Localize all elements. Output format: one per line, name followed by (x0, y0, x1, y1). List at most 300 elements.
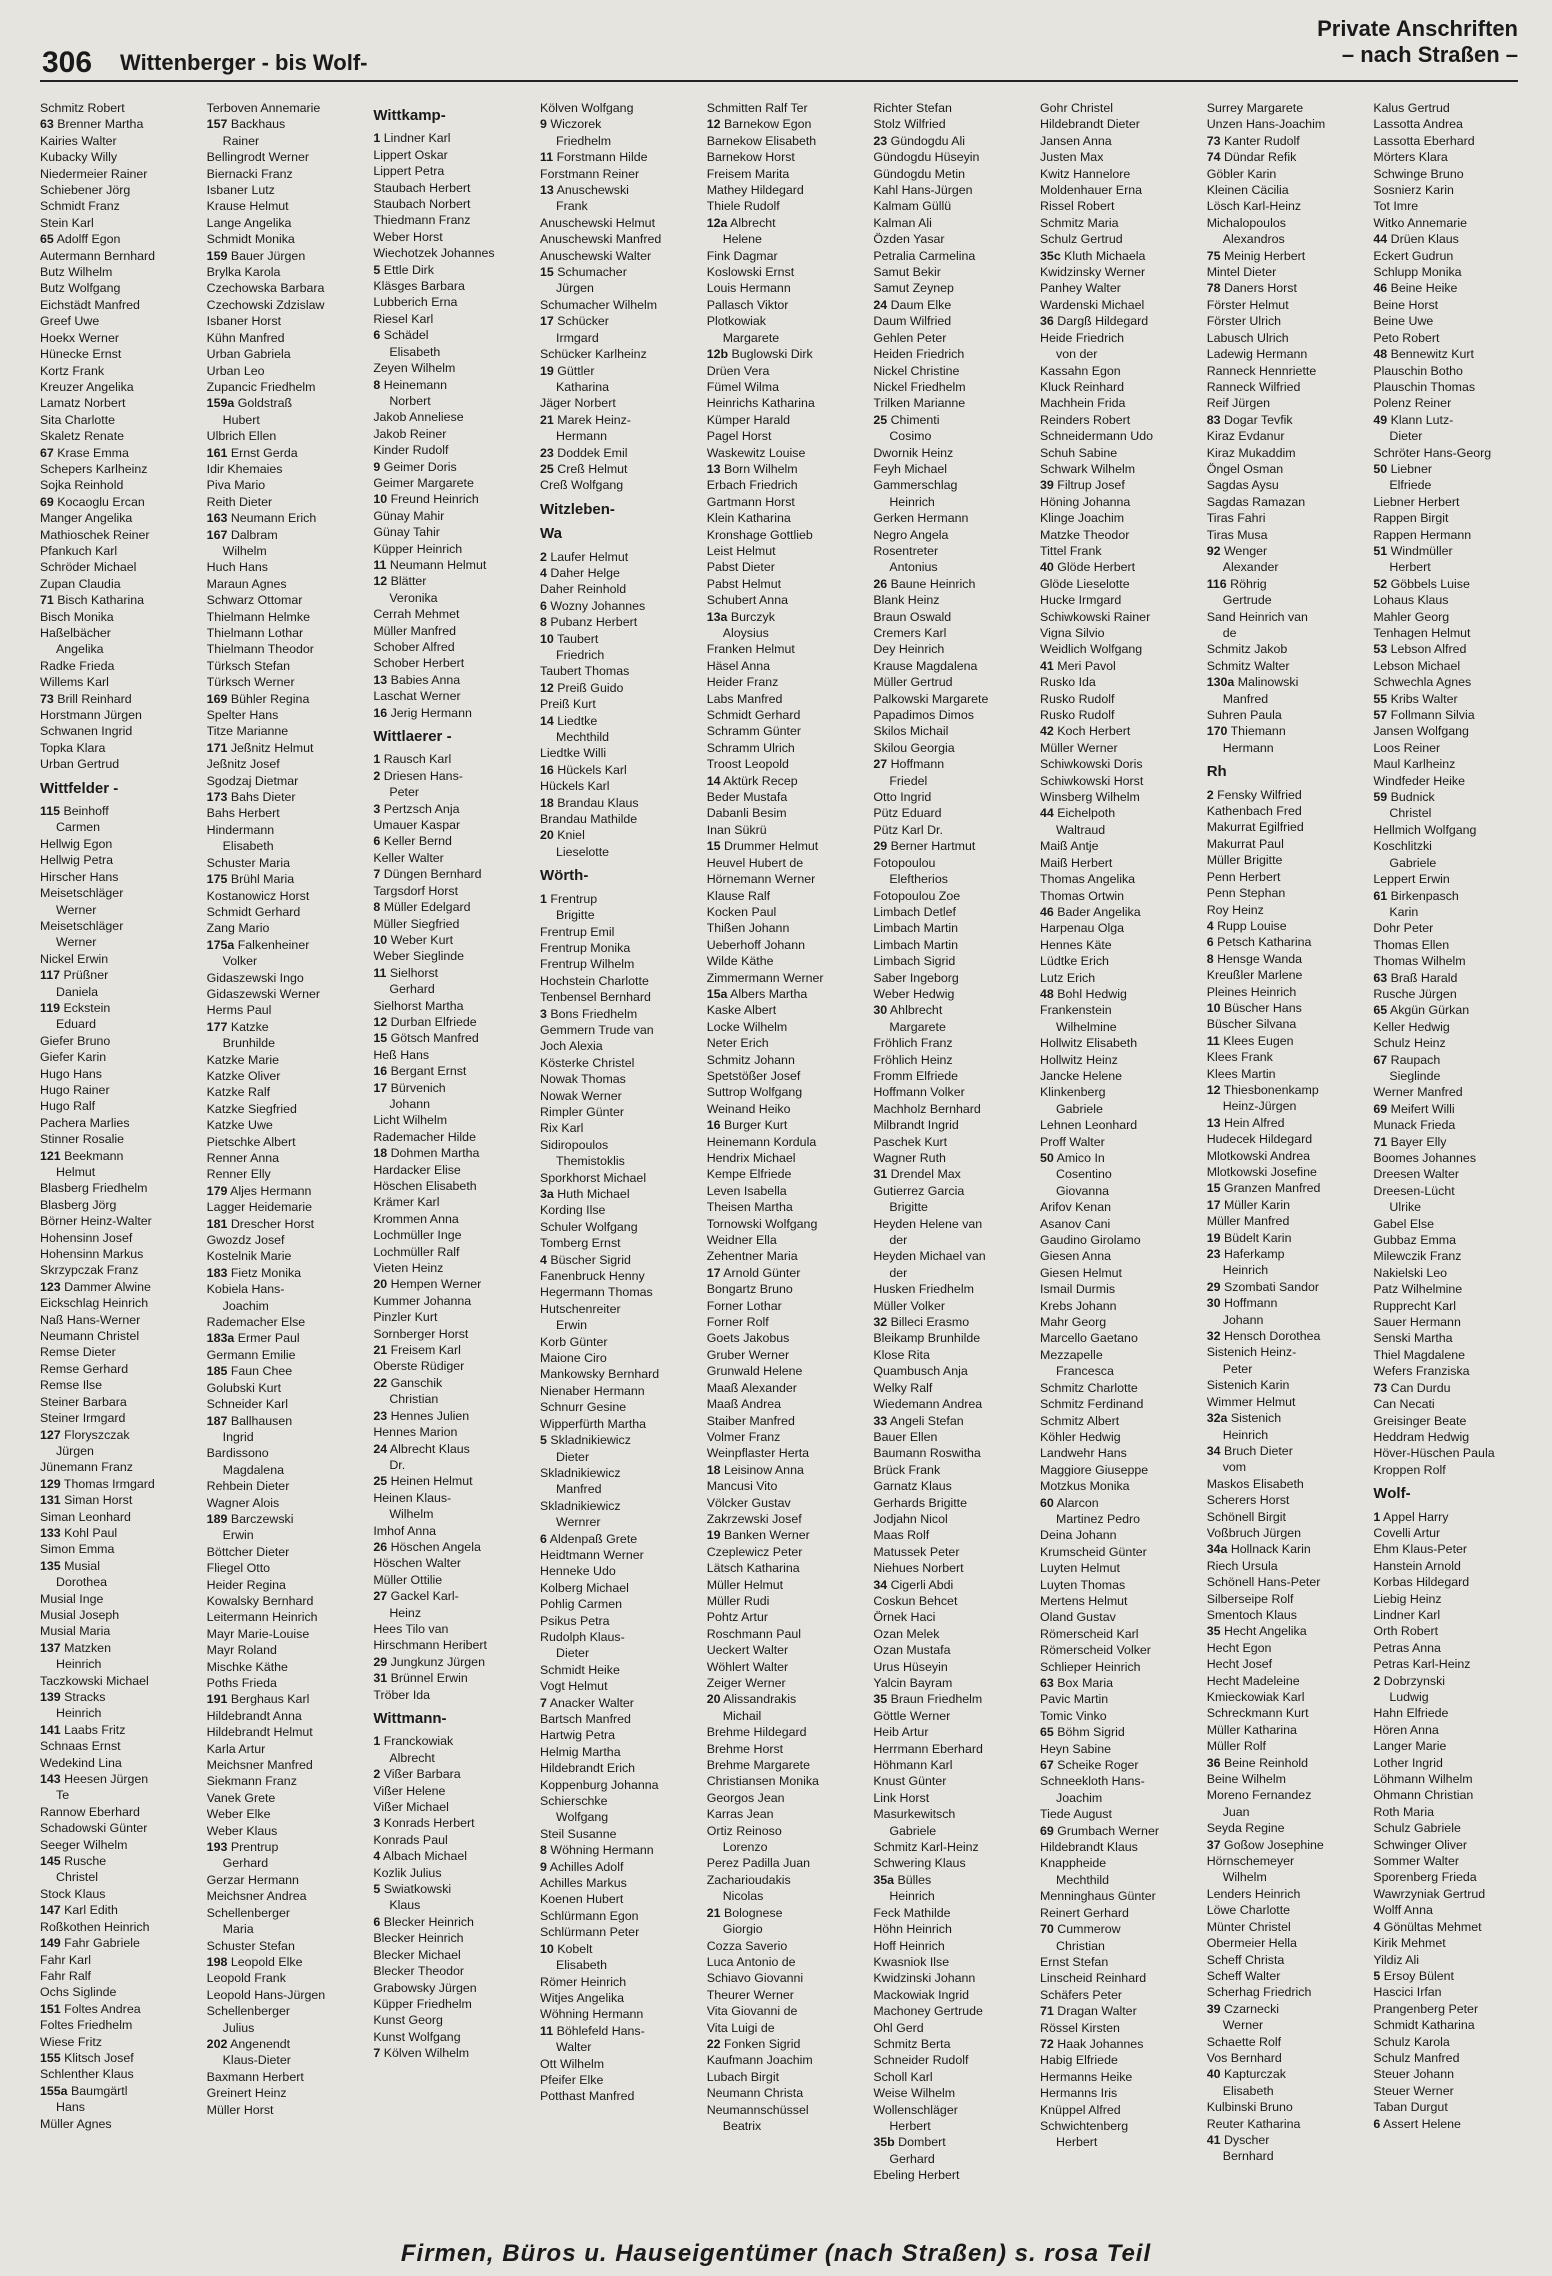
resident-name: Rusche Jürgen (1373, 986, 1457, 1001)
resident-name: Dabanli Besim (706, 806, 787, 821)
resident-name: Brehme Hildegard (706, 1725, 807, 1740)
resident-name: Pabst Dieter (706, 560, 775, 575)
resident-name: Hardacker Elise (373, 1162, 461, 1177)
resident-entry (1040, 904, 1189, 920)
resident-name: Kläsges Barbara (373, 279, 465, 294)
resident-name: Müller Edelgard (383, 900, 471, 915)
resident-entry (540, 1284, 689, 1300)
resident-entry (1207, 1935, 1356, 1951)
resident-entry (373, 801, 522, 817)
resident-entry (1207, 1755, 1356, 1771)
resident-name: Vita Giovanni de (706, 2004, 798, 2019)
house-number: 11 (373, 557, 387, 572)
resident-name: Lange Angelika (206, 215, 292, 230)
resident-entry (1207, 1722, 1356, 1738)
resident-entry (373, 1980, 522, 1996)
resident-name: Haferkamp (1223, 1247, 1285, 1262)
resident-name: Prangenberg Peter (1373, 2001, 1479, 2016)
resident-name: Hildebrandt Klaus (1040, 1840, 1138, 1855)
resident-entry (1373, 1558, 1522, 1574)
resident-entry (207, 1675, 356, 1691)
entry-continuation: Francesca (1056, 1364, 1114, 1379)
resident-entry (540, 1383, 689, 1399)
resident-entry (1207, 1066, 1356, 1082)
house-number: 149 (40, 1936, 61, 1951)
resident-name: Bayer Elly (1390, 1134, 1447, 1149)
house-number: 159a (206, 396, 235, 411)
resident-name: Beinhoff (63, 804, 109, 819)
resident-name: Müller Gertrud (873, 675, 953, 690)
resident-entry (1040, 1626, 1189, 1642)
resident-entry (873, 280, 1022, 296)
resident-name: Schierschke (540, 1794, 608, 1809)
resident-name: Krause Magdalena (873, 658, 978, 673)
resident-name: Preiß Guido (557, 680, 624, 695)
resident-entry (1207, 1656, 1356, 1672)
entry-continuation: Wolfgang (556, 1810, 609, 1825)
resident-entry (873, 1445, 1022, 1461)
resident-name: Münter Christel (1206, 1919, 1291, 1934)
resident-entry (1040, 2085, 1189, 2101)
resident-entry (1040, 1216, 1189, 1232)
resident-entry (707, 723, 856, 739)
resident-entry (707, 1380, 856, 1396)
resident-name: Christiansen Monika (706, 1774, 819, 1789)
resident-name: Hünecke Ernst (40, 347, 122, 362)
directory-title: Private Anschriften (1317, 16, 1518, 41)
resident-entry (207, 510, 356, 526)
resident-entry (40, 852, 189, 868)
resident-entry (373, 541, 522, 557)
resident-entry (373, 212, 522, 228)
entry-continuation: Gabriele (1056, 1101, 1103, 1116)
resident-name: Krause Helmut (206, 199, 289, 214)
resident-entry (1040, 576, 1189, 592)
resident-entry (373, 1227, 522, 1243)
resident-name: Lippert Petra (373, 164, 445, 179)
resident-entry (40, 527, 189, 543)
resident-entry (207, 773, 356, 789)
resident-entry (540, 1629, 689, 1645)
resident-entry (1207, 1410, 1356, 1426)
resident-entry (40, 1246, 189, 1262)
resident-entry (373, 196, 522, 212)
resident-entry (40, 803, 189, 819)
house-number: 6 (373, 1914, 381, 1929)
resident-name: Silberseipe Rolf (1206, 1591, 1294, 1606)
resident-entry (873, 1855, 1022, 1871)
resident-entry (707, 1101, 856, 1117)
resident-name: Amico In (1056, 1151, 1105, 1165)
resident-name: Jansen Anna (1040, 133, 1112, 148)
resident-entry (1040, 1232, 1189, 1248)
resident-entry (40, 674, 189, 690)
house-number: 181 (206, 1216, 228, 1231)
house-number: 30 (873, 1003, 888, 1018)
resident-name: Schuster Maria (206, 855, 290, 870)
resident-name: Karla Artur (206, 1741, 266, 1756)
resident-entry (873, 1314, 1022, 1330)
resident-name: Eickschlag Heinrich (40, 1296, 149, 1311)
header-rule (40, 80, 1518, 82)
resident-entry (1373, 412, 1522, 428)
resident-entry (40, 330, 189, 346)
resident-name: Steil Susanne (540, 1826, 617, 1841)
house-number: 69 (1040, 1823, 1054, 1838)
resident-name: Keller Hedwig (1373, 1019, 1450, 1034)
house-number: 29 (873, 839, 888, 854)
resident-name: Hoekx Werner (40, 330, 119, 345)
resident-name: Jansen Wolfgang (1373, 724, 1469, 739)
resident-name: Smentoch Klaus (1206, 1607, 1297, 1622)
resident-name: Harpenau Olga (1040, 921, 1125, 936)
resident-entry (207, 740, 356, 756)
resident-entry (1207, 2034, 1356, 2050)
resident-name: Germann Emilie (206, 1347, 296, 1362)
resident-entry (1207, 1689, 1356, 1705)
resident-name: Krase Emma (57, 445, 129, 460)
resident-entry (540, 1908, 689, 1924)
resident-entry (1040, 215, 1189, 231)
resident-name: Wöhning Hermann (540, 2007, 644, 2022)
resident-entry (207, 559, 356, 575)
resident-name: Gammerschlag (873, 478, 958, 493)
resident-name: Weber Elke (206, 1807, 271, 1822)
house-number: 8 (373, 377, 381, 392)
house-number: 16 (373, 705, 388, 720)
resident-name: Wöhning Hermann (550, 1843, 654, 1858)
resident-entry (1207, 2066, 1356, 2082)
house-number: 6 (540, 598, 547, 613)
resident-entry (373, 1129, 522, 1145)
house-number: 75 (1206, 248, 1221, 263)
resident-entry (707, 1413, 856, 1429)
entry-continuation: Maria (222, 1922, 254, 1937)
resident-name: Orth Robert (1373, 1624, 1439, 1639)
entry-continuation: Elfriede (1389, 478, 1432, 493)
resident-name: Cerrah Mehmet (373, 607, 460, 622)
resident-entry (1373, 986, 1522, 1002)
resident-name: Terboven Annemarie (206, 101, 321, 115)
resident-entry (707, 1363, 856, 1379)
house-number: 53 (1373, 642, 1388, 657)
resident-entry (1207, 918, 1356, 934)
resident-name: Baune Heinrich (890, 576, 976, 591)
resident-name: Ermer Paul (237, 1331, 300, 1346)
resident-entry (1373, 116, 1522, 132)
resident-name: Pfankuch Karl (40, 543, 118, 558)
resident-name: Heddram Hedwig (1373, 1429, 1470, 1444)
resident-name: Mlotkowski Andrea (1206, 1148, 1311, 1163)
resident-name: Krommen Anna (373, 1211, 459, 1226)
resident-name: Loos Reiner (1373, 740, 1441, 755)
resident-entry (1373, 363, 1522, 379)
resident-name: Weber Hedwig (873, 986, 955, 1001)
resident-name: Burger Kurt (723, 1118, 788, 1133)
resident-name: Werner Manfred (1373, 1085, 1463, 1100)
resident-entry (373, 327, 522, 343)
resident-entry (1040, 116, 1189, 132)
resident-entry (707, 953, 856, 969)
resident-entry (1207, 1705, 1356, 1721)
resident-name: Seyda Regine (1206, 1821, 1285, 1836)
resident-name: Yildiz Ali (1373, 1952, 1420, 1967)
resident-entry (873, 1708, 1022, 1724)
resident-name: Budnick (1390, 790, 1435, 805)
resident-name: Floryszczak (64, 1427, 130, 1442)
resident-name: Koppenburg Johanna (540, 1777, 659, 1792)
entry-continuation: Jürgen (56, 1443, 94, 1458)
resident-name: Huth Michael (557, 1187, 630, 1201)
resident-entry (707, 133, 856, 149)
resident-entry (207, 1445, 356, 1461)
resident-entry (873, 822, 1022, 838)
resident-name: Ozan Melek (873, 1626, 940, 1641)
resident-entry (873, 248, 1022, 264)
resident-entry (207, 1659, 356, 1675)
resident-name: Meri Pavol (1057, 658, 1116, 673)
resident-entry (207, 1052, 356, 1068)
resident-name: Hecht Madeleine (1206, 1673, 1300, 1688)
resident-name: Herrmann Eberhard (873, 1741, 983, 1756)
resident-entry (707, 1117, 856, 1133)
resident-name: Justen Max (1040, 150, 1104, 165)
directory-column (540, 100, 689, 2235)
resident-name: Matussek Peter (873, 1544, 960, 1559)
resident-name: Heyn Sabine (1040, 1741, 1111, 1756)
house-number: 151 (40, 2001, 61, 2016)
resident-entry (707, 182, 856, 198)
resident-entry (873, 1363, 1022, 1379)
resident-entry (1040, 1806, 1189, 1822)
resident-name: Bennewitz Kurt (1390, 347, 1474, 362)
resident-entry (373, 1326, 522, 1342)
resident-name: Ismail Durmis (1040, 1282, 1116, 1297)
resident-entry (540, 1104, 689, 1120)
resident-entry (207, 641, 356, 657)
resident-entry (873, 1248, 1022, 1264)
resident-entry (873, 1101, 1022, 1117)
resident-name: Meisetschläger (40, 886, 124, 901)
resident-name: Rehbein Dieter (206, 1479, 290, 1494)
resident-name: Lagger Heidemarie (206, 1200, 313, 1215)
resident-name: Hoffmann (1223, 1296, 1278, 1311)
resident-entry (707, 937, 856, 953)
resident-name: Türksch Werner (206, 675, 295, 690)
entry-continuation: Bernhard (1222, 2149, 1274, 2164)
resident-entry (373, 768, 522, 784)
resident-name: Hellwig Egon (40, 836, 113, 851)
resident-entry (1373, 198, 1522, 214)
resident-entry (707, 510, 856, 526)
resident-name: Gartmann Horst (706, 494, 795, 509)
resident-entry (40, 609, 189, 625)
resident-name: Isbaner Horst (206, 314, 282, 329)
resident-name: Czechowski Zdzislaw (206, 297, 325, 312)
entry-continuation: Heinrich (56, 1657, 102, 1672)
resident-entry (1040, 2102, 1189, 2118)
resident-name: Fahr Gabriele (64, 1936, 140, 1951)
resident-name: Ohl Gerd (873, 2020, 924, 2035)
resident-name: Vanek Grete (206, 1790, 276, 1805)
resident-name: Ozan Mustafa (873, 1643, 951, 1658)
resident-name: Limbach Detlef (873, 904, 957, 919)
house-number: 67 (40, 445, 54, 460)
resident-entry (707, 2020, 856, 2036)
house-number: 163 (206, 511, 228, 526)
resident-name: Heinemann Kordula (706, 1134, 817, 1149)
resident-name: Steuer Johann (1373, 2067, 1454, 2082)
resident-name: Pubanz Herbert (550, 615, 638, 630)
resident-entry (207, 723, 356, 739)
resident-name: Swiatkowski (383, 1882, 452, 1897)
resident-name: Schramm Günter (706, 724, 802, 739)
resident-name: Czeplewicz Peter (706, 1544, 803, 1559)
resident-entry (207, 1019, 356, 1035)
entry-continuation: Carmen (56, 820, 101, 835)
resident-entry (873, 231, 1022, 247)
house-number: 8 (540, 1843, 547, 1858)
resident-entry (1040, 297, 1189, 313)
resident-name: Siekmann Franz (206, 1774, 297, 1789)
resident-name: Anuschewski (556, 183, 629, 198)
resident-entry (1373, 1673, 1522, 1689)
resident-entry (1207, 1968, 1356, 1984)
resident-name: Lätsch Katharina (706, 1561, 800, 1576)
resident-entry (707, 445, 856, 461)
resident-name: Bahs Dieter (230, 790, 296, 805)
resident-name: Thiedmann Franz (373, 213, 471, 228)
resident-name: Dobrzynski (1383, 1673, 1446, 1688)
resident-name: Rupp Louise (1217, 918, 1287, 933)
resident-entry (1373, 1820, 1522, 1836)
resident-entry (1040, 773, 1189, 789)
resident-entry (1040, 494, 1189, 510)
house-number: 26 (873, 576, 888, 591)
resident-entry (540, 1793, 689, 1809)
resident-entry (1207, 1148, 1356, 1164)
resident-name: Brylka Karola (206, 265, 281, 280)
resident-entry (40, 2066, 189, 2082)
resident-entry (373, 1358, 522, 1374)
resident-entry (1040, 592, 1189, 608)
resident-entry (373, 932, 522, 948)
resident-entry (1040, 707, 1189, 723)
resident-name: Paschek Kurt (873, 1134, 948, 1149)
resident-entry (873, 1068, 1022, 1084)
resident-name: Sidiropoulos (540, 1137, 609, 1152)
resident-name: Vita Luigi de (706, 2020, 775, 2035)
house-number: 12 (540, 680, 554, 695)
house-number: 59 (1373, 790, 1388, 805)
resident-name: Weber Horst (373, 229, 443, 244)
entry-continuation: Erwin (222, 1528, 254, 1543)
resident-entry (1373, 740, 1522, 756)
resident-name: Tiras Fahri (1206, 511, 1266, 526)
resident-entry (40, 1328, 189, 1344)
resident-entry (373, 1424, 522, 1440)
house-number: 46 (1373, 281, 1388, 296)
resident-name: Hirscher Hans (40, 869, 119, 884)
resident-entry (540, 2006, 689, 2022)
resident-entry (540, 745, 689, 761)
entry-continuation: Erwin (556, 1318, 587, 1333)
resident-entry (40, 1180, 189, 1196)
resident-name: Psikus Petra (540, 1613, 610, 1628)
resident-name: Hutschenreiter (540, 1301, 621, 1316)
directory-heading (1317, 16, 1518, 68)
resident-name: Hochstein Charlotte (540, 973, 649, 988)
resident-name: Fonken Sigrid (723, 2036, 801, 2051)
resident-name: Luyten Thomas (1040, 1577, 1126, 1592)
resident-name: Motzkus Monika (1040, 1479, 1130, 1494)
resident-entry (1040, 1002, 1189, 1018)
resident-entry (40, 1115, 189, 1131)
resident-entry (1373, 1984, 1522, 2000)
resident-entry (540, 395, 689, 411)
resident-name: Louis Hermann (706, 281, 791, 296)
resident-name: Kulbinski Bruno (1206, 2100, 1293, 2115)
resident-entry (40, 1344, 189, 1360)
resident-name: Rusche (64, 1854, 107, 1869)
resident-name: Leopold Hans-Jürgen (206, 1987, 326, 2002)
resident-entry (1373, 1607, 1522, 1623)
resident-entry (40, 543, 189, 559)
resident-entry (540, 297, 689, 313)
resident-name: Machholz Bernhard (873, 1101, 981, 1116)
resident-name: Obermeier Hella (1206, 1936, 1297, 1951)
resident-entry (873, 313, 1022, 329)
resident-name: Karl Edith (64, 1903, 118, 1918)
house-number: 46 (1040, 904, 1054, 919)
resident-name: Lindner Karl (1373, 1607, 1441, 1622)
house-number: 22 (373, 1375, 388, 1390)
resident-entry (1207, 215, 1356, 231)
resident-entry (373, 278, 522, 294)
resident-name: Locke Wilhelm (706, 1019, 788, 1034)
resident-entry (1207, 1886, 1356, 1902)
resident-entry (707, 1265, 856, 1281)
resident-name: Weber Klaus (206, 1823, 278, 1838)
resident-entry (1373, 576, 1522, 592)
resident-entry (540, 924, 689, 940)
resident-name: Heyden Helene van (873, 1216, 983, 1231)
house-number: 13 (1206, 1115, 1221, 1130)
resident-name: Biernacki Franz (206, 166, 293, 181)
house-number: 15a (706, 986, 728, 1001)
resident-entry (1207, 1295, 1356, 1311)
resident-entry (207, 658, 356, 674)
resident-name: Wilde Käthe (706, 954, 774, 969)
resident-name: Völcker Gustav (706, 1495, 791, 1510)
entry-continuation: Wilhelm (222, 543, 267, 558)
resident-entry (707, 1248, 856, 1264)
house-number: 119 (40, 1000, 60, 1015)
resident-name: Tomic Vinko (1040, 1708, 1107, 1723)
resident-entry (873, 100, 1022, 116)
resident-entry (873, 1609, 1022, 1625)
house-number: 133 (40, 1525, 61, 1540)
resident-entry (207, 1773, 356, 1789)
entry-continuation: Te (56, 1788, 70, 1803)
resident-name: Dreesen Walter (1373, 1167, 1459, 1182)
resident-entry (873, 1511, 1022, 1527)
resident-name: Filtrup Josef (1057, 478, 1125, 493)
resident-entry (1373, 1462, 1522, 1478)
resident-name: Schellenberger (206, 2004, 291, 2019)
resident-entry (873, 1281, 1022, 1297)
resident-name: Sand Heinrich van (1206, 609, 1308, 624)
